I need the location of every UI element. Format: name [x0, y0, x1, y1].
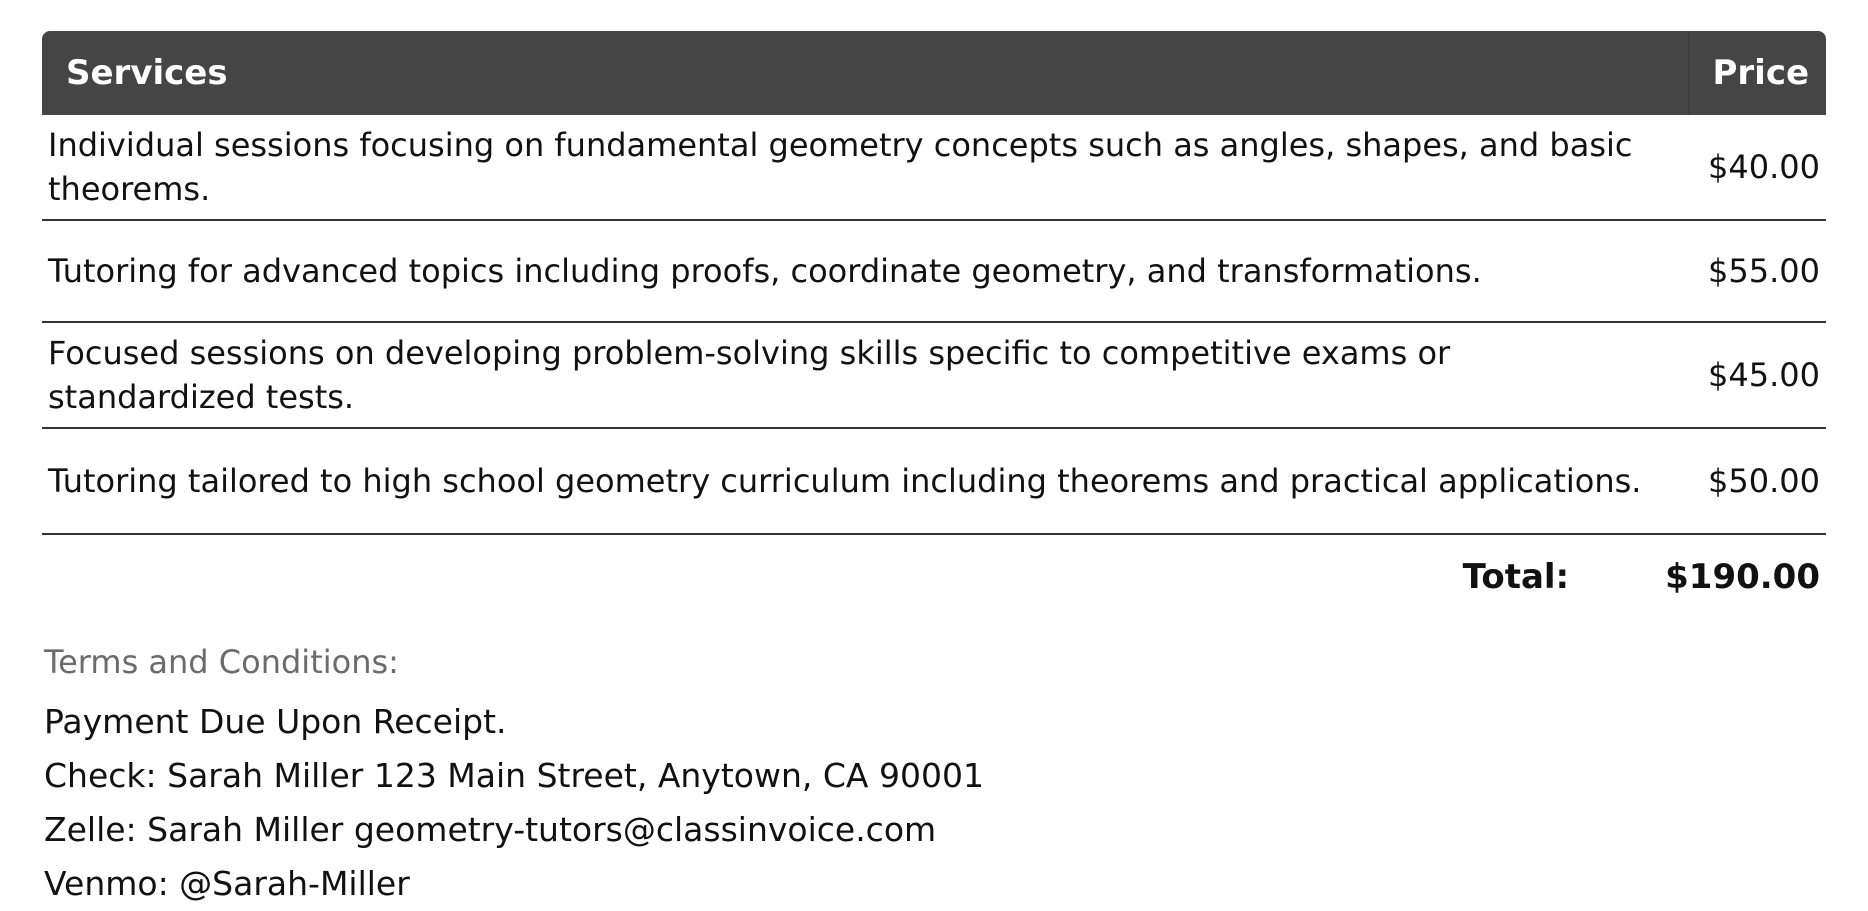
- total-label: Total:: [1462, 557, 1570, 597]
- table-row: [42, 220, 1826, 322]
- terms-and-conditions: [44, 640, 1444, 911]
- invoice-services-section: [42, 31, 1826, 619]
- service-price: $55.00: [1688, 220, 1826, 322]
- zelle-payment-info: Zelle: Sarah Miller geometry-tutors@classinvoice.com: [44, 810, 937, 849]
- services-column-header: Services: [42, 31, 1688, 115]
- table-row: [42, 115, 1826, 220]
- service-price: $40.00: [1688, 115, 1826, 220]
- price-column-header: Price: [1688, 31, 1826, 115]
- service-description: Individual sessions focusing on fundamental geometry concepts such as angles, shapes, and basic theorems.: [42, 115, 1688, 220]
- service-description: Focused sessions on developing problem-solving skills specific to competitive exams or standardized tests.: [42, 322, 1688, 428]
- venmo-payment-info: Venmo: @Sarah-Miller: [44, 864, 410, 903]
- service-description: Tutoring tailored to high school geometry curriculum including theorems and practical applications.: [42, 428, 1688, 534]
- service-price: $45.00: [1688, 322, 1826, 428]
- total-value: $190.00: [1665, 557, 1820, 597]
- check-payment-info: Check: Sarah Miller 123 Main Street, Anytown, CA 90001: [44, 756, 984, 795]
- service-description: Tutoring for advanced topics including proofs, coordinate geometry, and transformations.: [42, 220, 1688, 322]
- total-row: [42, 535, 1826, 619]
- payment-due-note: Payment Due Upon Receipt.: [44, 702, 507, 741]
- table-row: [42, 428, 1826, 534]
- table-row: [42, 322, 1826, 428]
- table-header-row: [42, 31, 1826, 115]
- service-price: $50.00: [1688, 428, 1826, 534]
- services-table: [42, 31, 1826, 535]
- terms-heading: Terms and Conditions:: [44, 643, 399, 681]
